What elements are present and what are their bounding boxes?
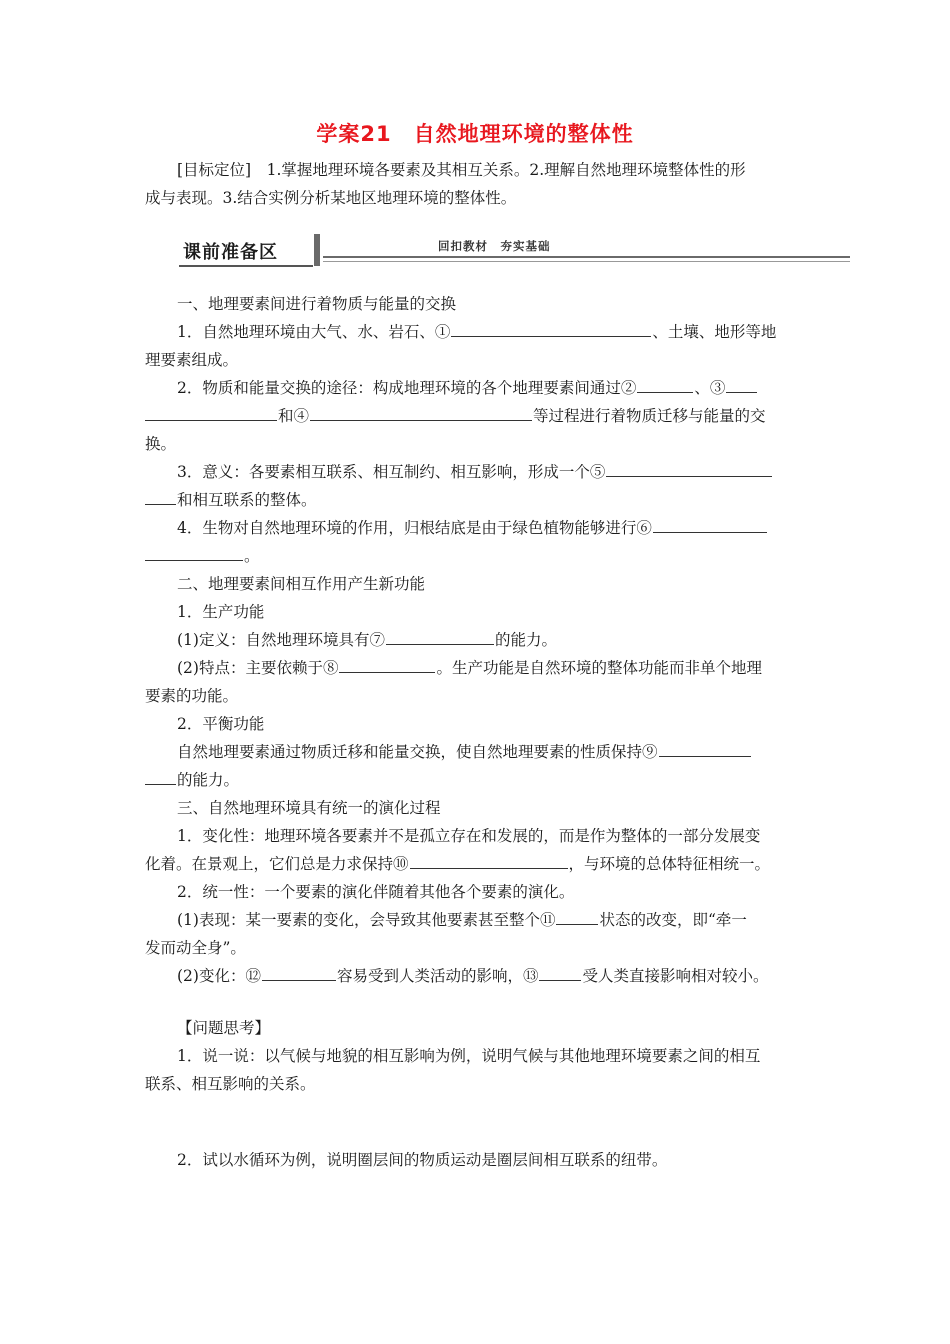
objectives-line-2: 成与表现。3.结合实例分析某地区地理环境的整体性。 bbox=[145, 189, 517, 207]
banner-rule bbox=[323, 256, 850, 258]
item-1-1-cont: 理要素组成。 bbox=[145, 351, 239, 369]
production-feature-cont: 要素的功能。 bbox=[145, 687, 239, 705]
section-heading-3: 三、自然地理环境具有统一的演化过程 bbox=[177, 799, 441, 817]
item-1-4-cont: 。 bbox=[145, 542, 807, 570]
variability-text: 1．变化性：地理环境各要素并不是孤立存在和发展的，而是作为整体的一部分发展变 bbox=[177, 827, 761, 845]
banner-rule-thin bbox=[323, 261, 850, 262]
blank-5[interactable] bbox=[606, 458, 772, 477]
balance-text: 自然地理要素通过物质迁移和能量交换，使自然地理要素的性质保持⑨ bbox=[145, 738, 807, 766]
banner-subtitle: 回扣教材 夯实基础 bbox=[438, 239, 551, 253]
blank-11[interactable] bbox=[556, 906, 598, 925]
objectives-line-1: [目标定位] 1.掌握地理环境各要素及其相互关系。2.理解自然地理环境整体性的形 bbox=[177, 161, 746, 179]
item-1-3: 3．意义：各要素相互联系、相互制约、相互影响，形成一个⑤ bbox=[145, 458, 807, 486]
question-1-cont: 联系、相互影响的关系。 bbox=[145, 1075, 316, 1093]
balance-text-cont: 的能力。 bbox=[145, 766, 807, 794]
subheading-production: 1．生产功能 bbox=[177, 603, 265, 621]
item-1-2-cont: 和④ 等过程进行着物质迁移与能量的交 bbox=[145, 402, 807, 430]
banner-label-box bbox=[175, 236, 313, 265]
section-heading-1: 一、地理要素间进行着物质与能量的交换 bbox=[177, 295, 457, 313]
item-1-3-cont: 和相互联系的整体。 bbox=[145, 486, 807, 514]
item-1-2: 2．物质和能量交换的途径：构成地理环境的各个地理要素间通过② 、③ bbox=[145, 374, 807, 402]
section-heading-2: 二、地理要素间相互作用产生新功能 bbox=[177, 575, 426, 593]
blank-7[interactable] bbox=[386, 626, 494, 645]
page-title bbox=[0, 118, 950, 148]
production-feature: (2)特点：主要依赖于⑧ 。生产功能是自然环境的整体功能而非单个地理 bbox=[145, 654, 807, 682]
blank-3[interactable] bbox=[726, 374, 757, 393]
change-text: (2)变化：⑫ 容易受到人类活动的影响，⑬ 受人类直接影响相对较小。 bbox=[145, 962, 807, 990]
banner-label: 课前准备区 bbox=[183, 242, 278, 263]
questions-heading: 【问题思考】 bbox=[177, 1019, 271, 1037]
variability-text-cont: 化着。在景观上，它们总是力求保持⑩ ，与环境的总体特征相统一。 bbox=[145, 850, 807, 878]
banner-divider-bar bbox=[314, 234, 320, 266]
blank-9[interactable] bbox=[659, 738, 751, 757]
blank-2[interactable] bbox=[637, 374, 693, 393]
blank-6[interactable] bbox=[653, 514, 767, 533]
blank-4[interactable] bbox=[310, 402, 532, 421]
blank-12[interactable] bbox=[262, 962, 336, 981]
title-topic: 自然地理环境的整体性 bbox=[413, 122, 634, 146]
item-1-1: 1．自然地理环境由大气、水、岩石、① 、土壤、地形等地 bbox=[145, 318, 807, 346]
blank-10[interactable] bbox=[410, 850, 568, 869]
manifestation-text: (1)表现：某一要素的变化，会导致其他要素甚至整个⑪ 状态的改变，即“牵一 bbox=[145, 906, 807, 934]
blank-1[interactable] bbox=[451, 318, 651, 337]
section-banner bbox=[175, 232, 850, 268]
blank-8[interactable] bbox=[339, 654, 435, 673]
subheading-balance: 2．平衡功能 bbox=[177, 715, 265, 733]
blank-6-cont[interactable] bbox=[145, 542, 243, 561]
blank-3-cont[interactable] bbox=[145, 402, 277, 421]
unity-text: 2．统一性：一个要素的演化伴随着其他各个要素的演化。 bbox=[177, 883, 575, 901]
item-1-4: 4．生物对自然地理环境的作用，归根结底是由于绿色植物能够进行⑥ bbox=[145, 514, 807, 542]
question-1: 1．说一说：以气候与地貌的相互影响为例，说明气候与其他地理环境要素之间的相互 bbox=[177, 1047, 761, 1065]
manifestation-text-cont: 发而动全身”。 bbox=[145, 939, 246, 957]
blank-13[interactable] bbox=[539, 962, 581, 981]
item-1-2-end: 换。 bbox=[145, 435, 177, 453]
question-2: 2．试以水循环为例，说明圈层间的物质运动是圈层间相互联系的纽带。 bbox=[177, 1151, 668, 1169]
title-lesson-number: 学案21 bbox=[316, 122, 392, 146]
blank-5-cont[interactable] bbox=[145, 486, 176, 505]
blank-9-cont[interactable] bbox=[145, 766, 176, 785]
production-definition: (1)定义：自然地理环境具有⑦ 的能力。 bbox=[145, 626, 807, 654]
